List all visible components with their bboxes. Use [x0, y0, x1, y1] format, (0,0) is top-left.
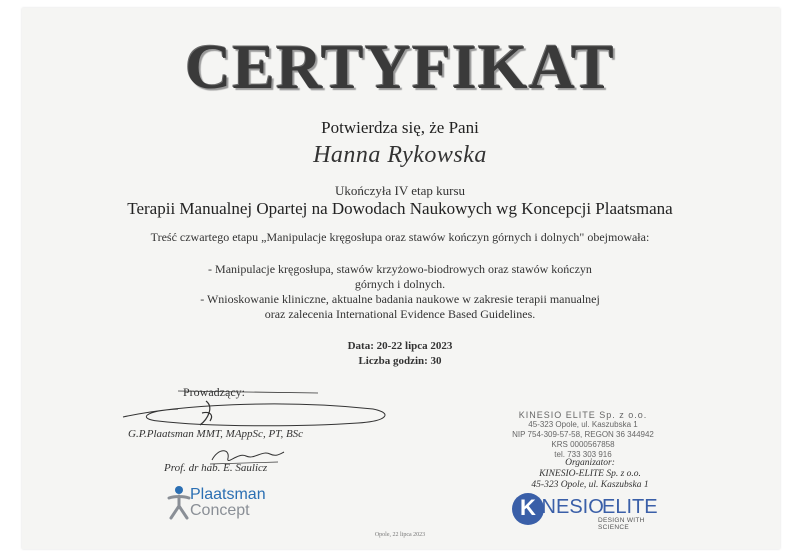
kinesio-k-icon: K: [512, 493, 544, 525]
organizer-block: [520, 458, 660, 491]
plaatsman-logo-text: Plaatsman: [190, 486, 266, 503]
organizer-label: Organizator:: [565, 458, 615, 468]
stamp-line-4: KRS 0000567858: [551, 440, 615, 449]
leader-1-name: G.P.Plaatsman MMT, MAppSc, PT, BSc: [128, 428, 304, 440]
organizer-name: KINESIO-ELITE Sp. z o.o.: [539, 469, 641, 479]
stamp-line-1: KINESIO ELITE Sp. z o.o.: [518, 410, 648, 420]
bullet-1-line-2: górnych i dolnych.: [354, 277, 446, 291]
concept-logo-text: Concept: [190, 502, 250, 519]
company-stamp: [508, 410, 658, 460]
bullet-2-line-1: - Wnioskowanie kliniczne, aktualne badania naukowe w zakresie terapii manualnej: [200, 292, 600, 306]
elite-logo-text: ELITE: [602, 496, 658, 518]
leaders-label: Prowadzący:: [183, 385, 245, 399]
bullet-2-line-2: oraz zalecenia International Evidence Based Guidelines.: [264, 307, 536, 321]
certificate-title: CERTYFIKAT: [185, 31, 615, 102]
recipient-name: Hanna Rykowska: [313, 142, 487, 168]
confirmation-text: Potwierdza się, że Pani: [321, 118, 479, 137]
stamp-line-3: NIP 754-309-57-58, REGON 36 344942: [512, 430, 654, 439]
bullet-1-line-1: - Manipulacje kręgosłupa, stawów krzyżowo-biodrowych oraz stawów kończyn: [208, 262, 592, 276]
course-hours: Liczba godzin: 30: [358, 355, 442, 367]
content-intro: Treść czwartego etapu „Manipulacje kręgosłupa oraz stawów kończyn górnych i dolnych" obejmowała:: [150, 230, 650, 244]
kinesio-tagline: DESIGN WITH SCIENCE: [598, 517, 645, 531]
footer-place-date: Opole, 22 lipca 2023: [374, 532, 426, 538]
organizer-address: 45-323 Opole, ul. Kaszubska 1: [531, 480, 649, 490]
kinesio-elite-logo: [512, 493, 662, 531]
stamp-line-2: 45-323 Opole, ul. Kaszubska 1: [528, 420, 638, 429]
leader-2-name: Prof. dr hab. E. Saulicz: [164, 462, 268, 474]
plaatsman-concept-logo: [165, 484, 275, 524]
kinesio-logo-text: INESIO: [536, 496, 604, 518]
completed-stage-text: Ukończyła IV etap kursu: [334, 183, 466, 198]
stamp-line-5: tel. 733 303 916: [554, 450, 612, 459]
course-date: Data: 20-22 lipca 2023: [347, 340, 453, 352]
course-title: Terapii Manualnej Opartej na Dowodach Naukowych wg Koncepcji Plaatsmana: [127, 199, 673, 218]
